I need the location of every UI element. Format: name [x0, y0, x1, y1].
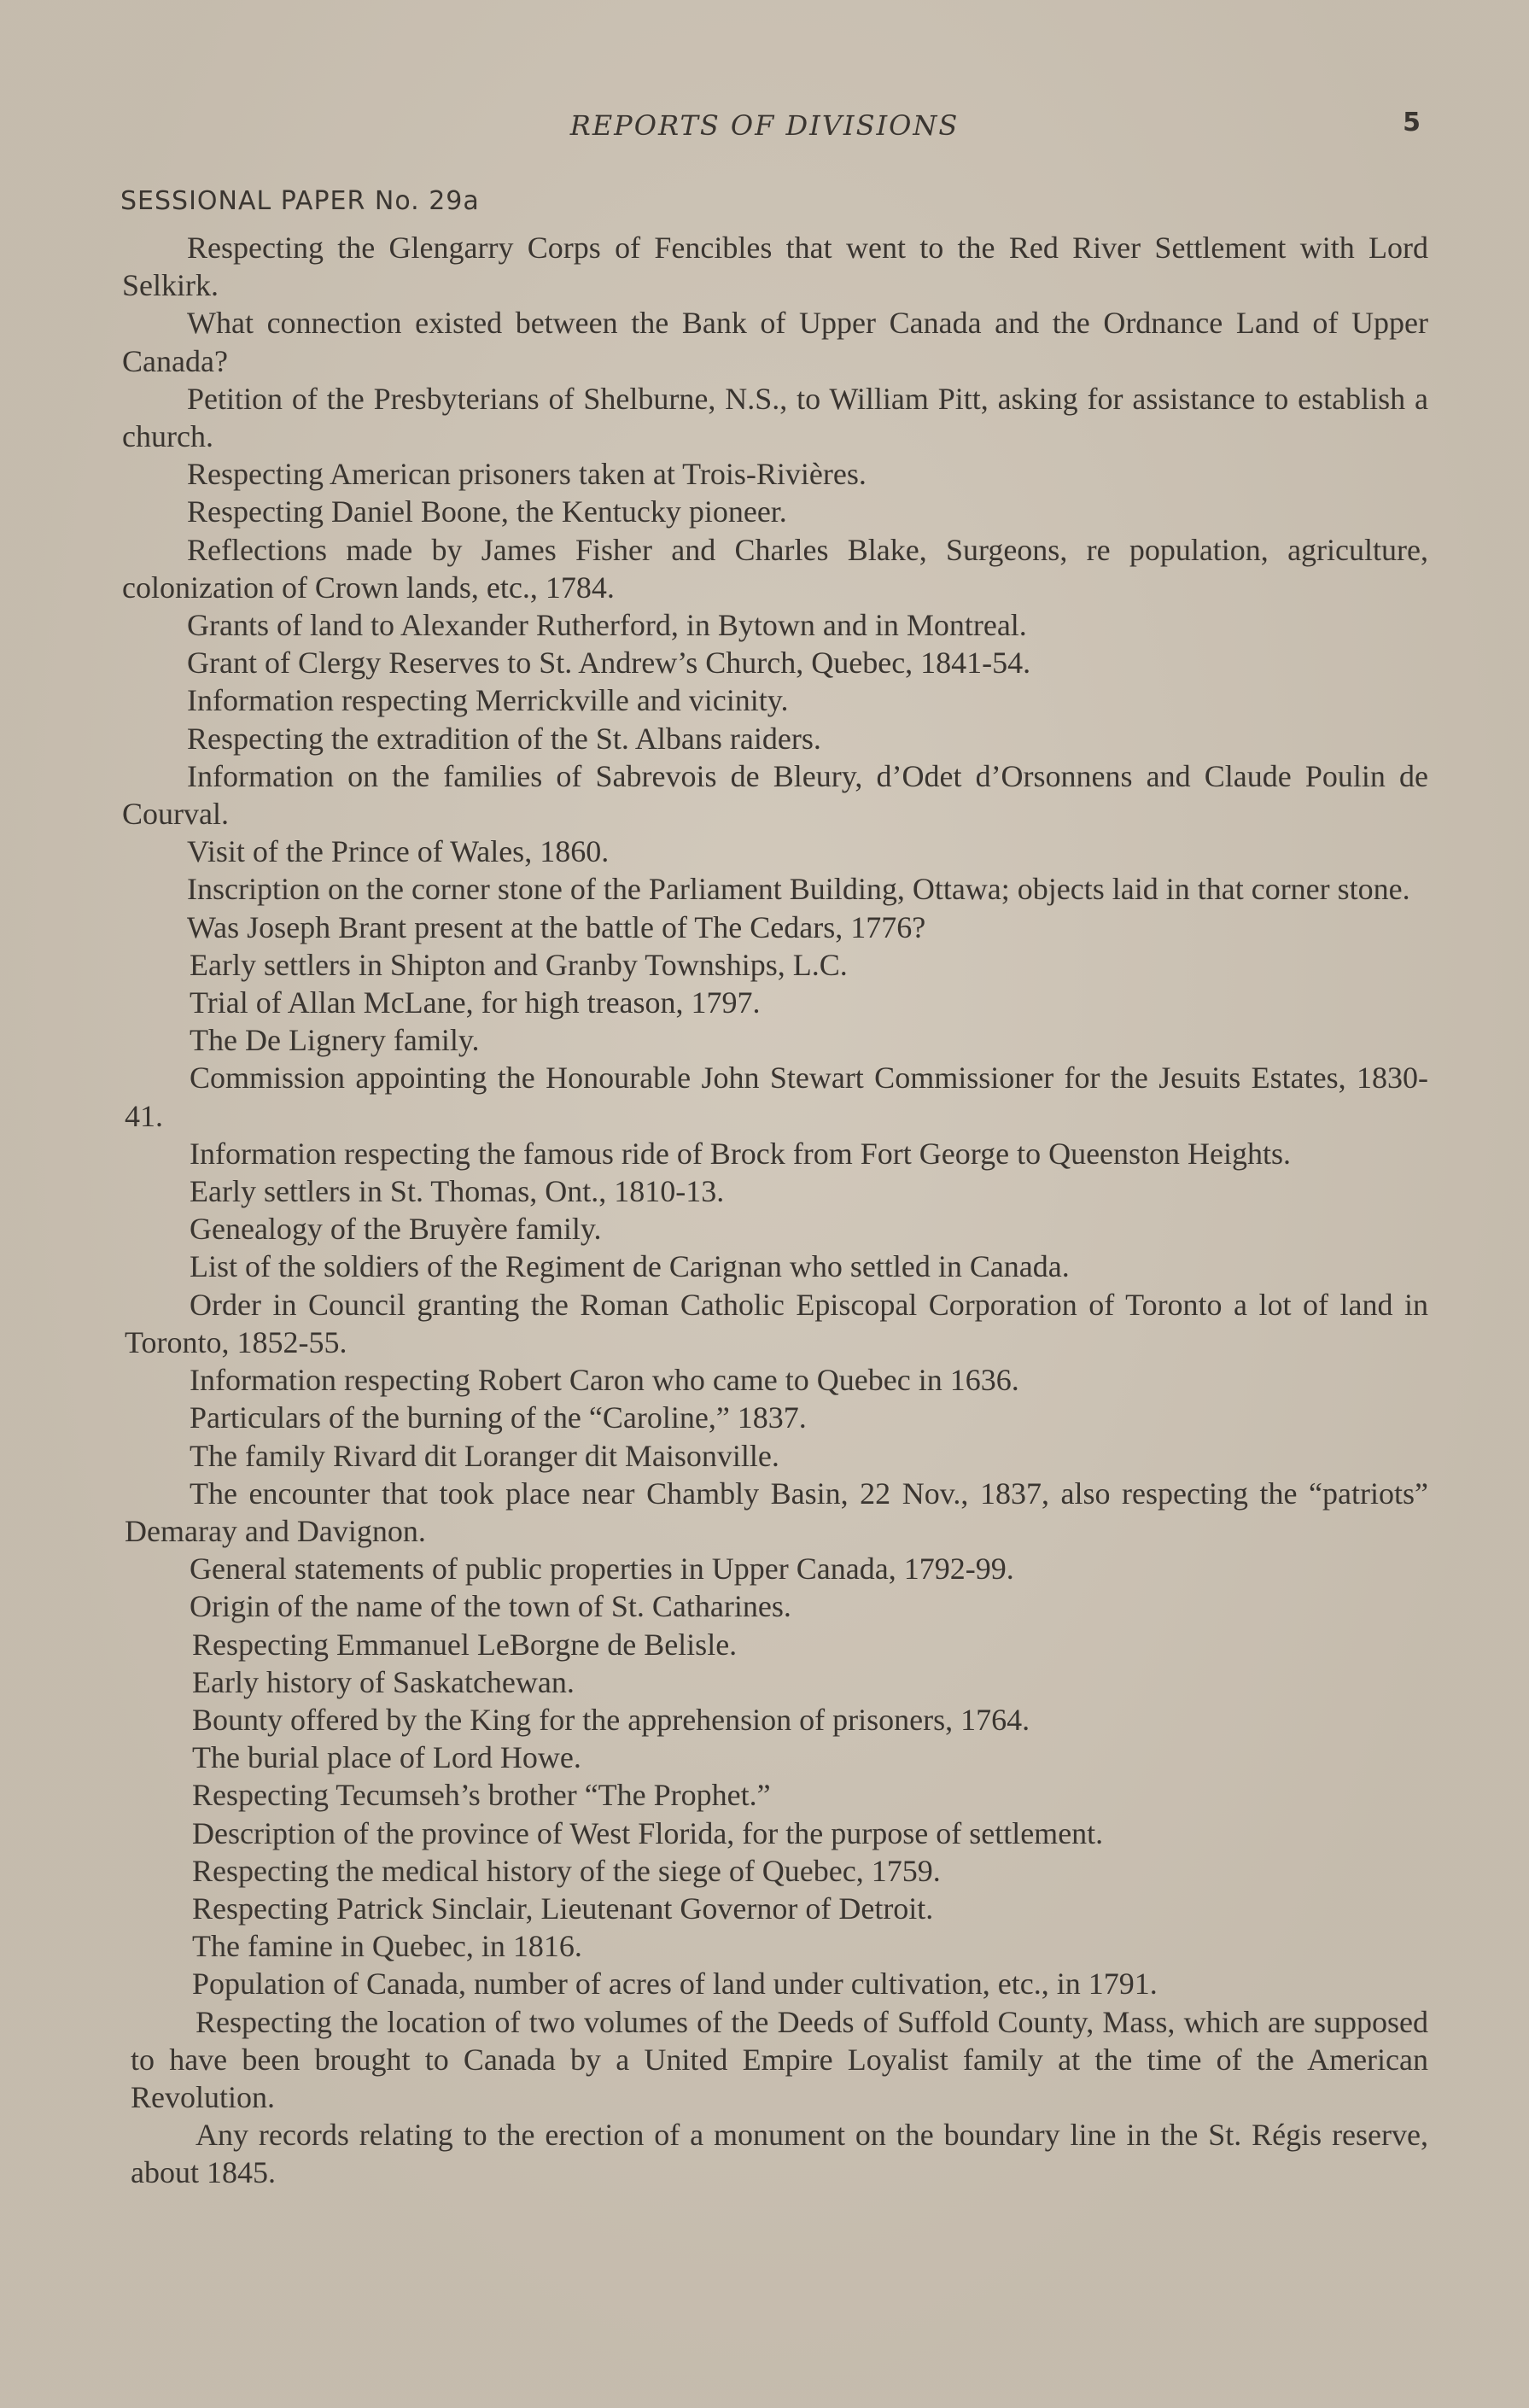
list-item: The family Rivard dit Loranger dit Maisonville.: [190, 1438, 779, 1473]
running-header: [0, 109, 1529, 143]
list-item: Respecting American prisoners taken at Trois-Rivières.: [187, 457, 867, 492]
list-item: The famine in Quebec, in 1816.: [192, 1929, 582, 1964]
list-item: Information respecting the famous ride of Brock from Fort George to Queenston Heights.: [190, 1136, 1292, 1171]
list-item: Commission appointing the Honourable John Stewart Commissioner for the Jesuits Estates, 1830-41.: [125, 1061, 1428, 1133]
list-item: Information respecting Robert Caron who came to Quebec in 1636.: [190, 1363, 1019, 1398]
list-item: Origin of the name of the town of St. Catharines.: [190, 1589, 791, 1624]
sessional-paper-label: SESSIONAL PAPER No. 29a: [120, 186, 480, 216]
list-item: Order in Council granting the Roman Catholic Episcopal Corporation of Toronto a lot of land in Toronto, 1852-55.: [125, 1287, 1428, 1359]
list-item: Any records relating to the erection of a monument on the boundary line in the St. Régis reserve, about 1845.: [131, 2118, 1428, 2190]
list-item: Respecting Patrick Sinclair, Lieutenant Governor of Detroit.: [192, 1891, 934, 1926]
list-item: Population of Canada, number of acres of land under cultivation, etc., in 1791.: [192, 1967, 1158, 2002]
list-item: Information respecting Merrickville and vicinity.: [187, 683, 789, 718]
list-item: Early settlers in St. Thomas, Ont., 1810-13.: [190, 1174, 725, 1209]
list-item: Inscription on the corner stone of the Parliament Building, Ottawa; objects laid in that corner stone.: [187, 872, 1410, 907]
list-item: Bounty offered by the King for the apprehension of prisoners, 1764.: [192, 1702, 1030, 1737]
list-item: Respecting the extradition of the St. Albans raiders.: [187, 721, 821, 756]
list-item: Description of the province of West Florida, for the purpose of settlement.: [192, 1815, 1104, 1850]
list-item: General statements of public properties in Upper Canada, 1792-99.: [190, 1552, 1014, 1587]
list-item: Grants of land to Alexander Rutherford, in Bytown and in Montreal.: [187, 608, 1027, 643]
list-item: Was Joseph Brant present at the battle of The Cedars, 1776?: [187, 909, 926, 944]
list-item: The burial place of Lord Howe.: [192, 1740, 581, 1775]
list-item: Respecting Tecumseh’s brother “The Prophet.”: [192, 1778, 771, 1813]
list-item: Early history of Saskatchewan.: [192, 1664, 575, 1699]
list-item: The encounter that took place near Chambly Basin, 22 Nov., 1837, also respecting the “patriots” Demaray and Davignon.: [125, 1476, 1428, 1548]
list-item: Genealogy of the Bruyère family.: [190, 1212, 602, 1247]
running-title: REPORTS OF DIVISIONS: [569, 109, 960, 142]
list-item: Reflections made by James Fisher and Charles Blake, Surgeons, re population, agriculture, colonization of Crown lands, etc., 1784.: [122, 532, 1428, 605]
list-item: Respecting the medical history of the siege of Quebec, 1759.: [192, 1853, 941, 1888]
list-item: Respecting the Glengarry Corps of Fencibles that went to the Red River Settlement with Lord Selkirk.: [122, 231, 1428, 303]
list-item: Respecting the location of two volumes of the Deeds of Suffold County, Mass, which are supposed to have been brought to Canada by a United Empire Loyalist family at the time of the American Revolution.: [131, 2004, 1428, 2114]
list-item: Visit of the Prince of Wales, 1860.: [187, 834, 610, 869]
list-item: Petition of the Presbyterians of Shelburne, N.S., to William Pitt, asking for assistance to establish a church.: [122, 381, 1428, 454]
list-item: Particulars of the burning of the “Caroline,” 1837.: [190, 1400, 807, 1435]
list-item: Information on the families of Sabrevois de Bleury, d’Odet d’Orsonnens and Claude Poulin de Courval.: [122, 758, 1428, 832]
list-item: Respecting Daniel Boone, the Kentucky pioneer.: [187, 494, 787, 529]
list-item: What connection existed between the Bank of Upper Canada and the Ordnance Land of Upper Canada?: [122, 306, 1428, 378]
list-item: The De Lignery family.: [190, 1023, 480, 1058]
entry-list: [122, 229, 1428, 2192]
list-item: List of the soldiers of the Regiment de Carignan who settled in Canada.: [190, 1249, 1070, 1284]
list-item: Early settlers in Shipton and Granby Townships, L.C.: [190, 947, 848, 982]
list-item: Respecting Emmanuel LeBorgne de Belisle.: [192, 1627, 738, 1662]
list-item: Grant of Clergy Reserves to St. Andrew’s Church, Quebec, 1841-54.: [187, 646, 1031, 681]
page-number: 5: [1403, 108, 1421, 137]
list-item: Trial of Allan McLane, for high treason, 1797.: [190, 985, 761, 1020]
